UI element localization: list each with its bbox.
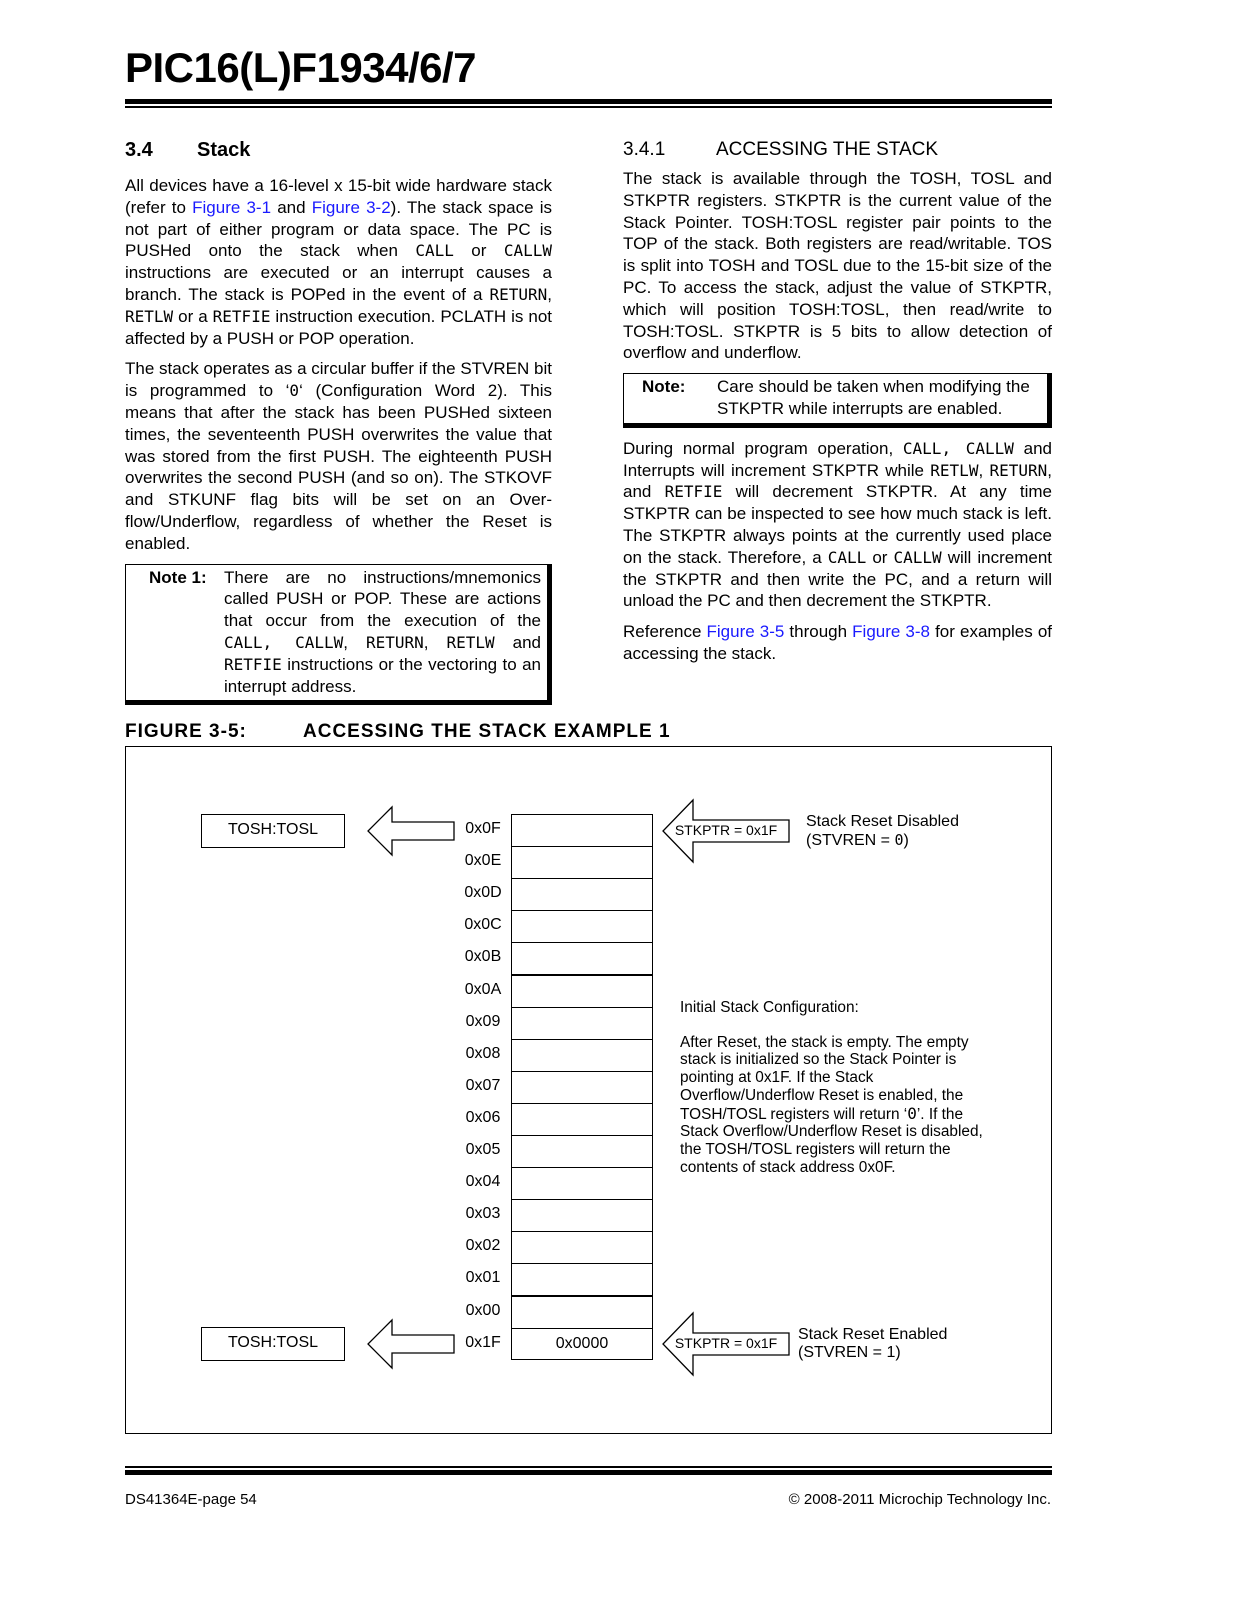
code-mnemonic: RETFIE <box>664 482 723 502</box>
code-mnemonic: RETURN <box>989 460 1048 480</box>
stack-address-label: 0x07 <box>465 1076 501 1094</box>
footer-right: © 2008-2011 Microchip Technology Inc. <box>788 1491 1051 1508</box>
stack-address-label: 0x1F <box>465 1333 501 1351</box>
text-run: for examples of accessing the stack. <box>623 622 1053 663</box>
section-paragraph-1 <box>125 175 552 349</box>
footer-rule-thin <box>125 1466 1052 1468</box>
text-run: instructions or the vectoring to an interrupt address. <box>224 654 541 696</box>
reset-enabled-line2: (STVREN = 1) <box>798 1344 901 1361</box>
arrow-left-bottom-icon <box>366 1318 456 1370</box>
subsection-number: 3.4.1 <box>623 139 666 160</box>
tos-box-top: TOSH:TOSL <box>201 814 345 848</box>
stack-cell <box>511 1039 653 1072</box>
code-mnemonic: 0 <box>289 381 300 401</box>
code-mnemonic: RETURN <box>489 284 548 304</box>
code-mnemonic: RETFIE <box>224 654 282 674</box>
figure-caption <box>125 721 671 743</box>
text-run: The stack operates as a circular buffer if the STVREN bit is programmed to ‘ <box>125 359 552 401</box>
subsection-paragraph-2 <box>623 438 1052 612</box>
footer-left: DS41364E-page 54 <box>125 1491 257 1508</box>
stkptr-label-bottom: STKPTR = 0x1F <box>674 1335 778 1351</box>
figure-link[interactable]: Figure 3-2 <box>311 197 391 217</box>
code-mnemonic: 0 <box>907 1103 917 1123</box>
stack-address-label: 0x03 <box>465 1205 501 1223</box>
code-mnemonic: RETLW <box>930 460 979 480</box>
text-run: or <box>866 547 894 567</box>
text-run: ). The stack space is not part of either program or data space. The PC is PUSHed onto the stack when <box>125 197 552 261</box>
subsection-heading <box>623 138 1052 162</box>
stack-cell <box>511 878 653 911</box>
subsection-title: ACCESSING THE STACK <box>716 139 939 160</box>
stack-address-label: 0x04 <box>465 1173 501 1191</box>
code-mnemonic: CALLW <box>503 241 553 261</box>
section-paragraph-2 <box>125 358 552 554</box>
stack-cell <box>511 846 653 879</box>
stack-address-label: 0x06 <box>465 1108 501 1126</box>
stack-cell <box>511 1167 653 1200</box>
stack-cell <box>511 1007 653 1040</box>
subsection-paragraph-3 <box>623 621 1052 665</box>
subsection-paragraph-1 <box>623 168 1052 364</box>
text-run: The stack is available through the TOSH, TOSL and STKPTR registers. STKPTR is the current value of the Stack Pointer. TOSH:TOSL register pair points to the TOP of the stack. Both registers are read/writable. TOS is split into TOSH and TOSL due to the 15-bit size of the PC. To access the stack, adjust the value of STKPTR, which will position TOSH:TOSL, then read/write to TOSH:TOSL. STKPTR is 5 bits to allow detection of overflow and underflow. <box>623 169 1052 363</box>
figure-link[interactable]: Figure 3-1 <box>192 197 272 217</box>
figure-description <box>680 999 1000 1193</box>
stack-address-label: 0x01 <box>465 1269 501 1287</box>
text-run: All devices have a 16-level x 15-bit wide hardware stack (refer to <box>125 176 552 217</box>
right-column <box>623 138 1052 674</box>
code-mnemonic: RETLW <box>125 306 174 326</box>
stack-address-label: 0x0D <box>464 884 502 902</box>
reset-enabled-note <box>798 1326 947 1362</box>
stack-address-label: 0x09 <box>465 1012 501 1030</box>
header-rule-thin <box>125 106 1052 108</box>
text-run: After Reset, the stack is empty. The empty stack is initialized so the Stack Pointer is pointing at 0x1F. If the Stack Overflow/Underflow Reset is enabled, the TOSH/TOSL registers will return ‘ <box>680 1033 969 1123</box>
note-box <box>623 373 1052 428</box>
reset-disabled-line2 <box>806 831 959 850</box>
section-heading <box>125 138 552 162</box>
reset-disabled-prefix: (STVREN = <box>806 832 895 849</box>
stack-cell <box>511 1231 653 1264</box>
reset-enabled-line1: Stack Reset Enabled <box>798 1326 948 1343</box>
stack-cell <box>511 942 653 975</box>
section-title: Stack <box>197 139 251 161</box>
text-run: ‘ (Configuration Word 2). This means that after the stack has been PUSHed sixteen times, the seventeenth PUSH overwrites the value that was stored from the first PUSH. The eighteenth PUSH overwrites the second PUSH (and so on). The STKOVF and STKUNF flag bits will be set on an Over-flow/Underflow, regardless of whether the Reset is enabled. <box>125 381 552 553</box>
code-mnemonic: CALL <box>827 547 867 567</box>
text-run: , <box>343 632 366 652</box>
text-run: There are no instructions/mnemonics called PUSH or POP. These are actions that occur from the execution of the <box>224 567 541 631</box>
stack-address-label: 0x0F <box>465 820 501 837</box>
stack-address-label: 0x08 <box>465 1044 501 1062</box>
code-mnemonic: CALL <box>415 241 454 261</box>
section-number: 3.4 <box>125 139 153 161</box>
text-run: Reference <box>623 622 707 642</box>
stack-cell <box>511 1199 653 1232</box>
reset-disabled-value: 0 <box>894 831 904 849</box>
figure-number: FIGURE 3-5: <box>125 721 247 742</box>
code-mnemonic: CALL, CALLW <box>902 438 1014 458</box>
text-run: will decrement STKPTR. At any time STKPTR can be inspected to see how much stack is left. The STKPTR always points at the currently used place on the stack. Therefore, a <box>623 482 1052 567</box>
stack-cell: 0x0000 <box>511 1328 653 1360</box>
text-run: , and <box>623 460 1052 502</box>
stack-cell <box>511 814 653 847</box>
code-mnemonic: CALLW <box>893 547 942 567</box>
stack-address-label: 0x0A <box>464 980 502 998</box>
note-text <box>717 376 1041 420</box>
text-run: will increment the STKPTR and then write the PC, and a return will unload the PC and then decrement the STKPTR. <box>623 547 1053 611</box>
stack-cell <box>511 1296 653 1329</box>
text-run: , <box>423 632 447 652</box>
stack-cell <box>511 1263 653 1296</box>
figure-title: ACCESSING THE STACK EXAMPLE 1 <box>303 721 671 742</box>
page-header-title: PIC16(L)F1934/6/7 <box>125 44 477 91</box>
text-run: During normal program operation, <box>623 438 903 458</box>
figure-link[interactable]: Figure 3-8 <box>852 622 931 642</box>
text-run: instruction execution. PCLATH is not affected by a PUSH or POP operation. <box>125 306 552 348</box>
stack-cell <box>511 910 653 943</box>
footer-rule-thick <box>125 1470 1052 1475</box>
arrow-left-top-icon <box>366 805 456 857</box>
text-run: or a <box>173 306 213 326</box>
text-run: instructions are executed or an interrupt causes a branch. The stack is POPed in the event of a <box>125 263 552 304</box>
note-label: Note: <box>642 377 686 397</box>
tos-box-bottom: TOSH:TOSL <box>201 1327 345 1361</box>
text-run: Care should be taken when modifying the STKPTR while interrupts are enabled. <box>717 377 1030 418</box>
stack-address-label: 0x0E <box>464 852 502 870</box>
figure-link[interactable]: Figure 3-5 <box>706 622 785 642</box>
text-run: and <box>494 632 541 652</box>
stack-address-label: 0x02 <box>465 1237 501 1255</box>
header-rule-thick <box>125 99 1052 104</box>
reset-disabled-line1: Stack Reset Disabled <box>806 813 959 830</box>
stack-address-label: 0x00 <box>465 1301 501 1319</box>
stack-address-label: 0x0B <box>464 948 502 966</box>
note-1-box <box>125 564 552 706</box>
code-mnemonic: RETLW <box>446 632 495 652</box>
stack-cell <box>511 1103 653 1136</box>
text-run: through <box>784 622 853 642</box>
text-run: , <box>978 460 990 480</box>
note-1-text <box>224 567 541 698</box>
reset-disabled-suffix: ) <box>903 832 909 849</box>
stack-cell <box>511 975 653 1008</box>
text-run: ’. If the Stack Overflow/Underflow Reset is disabled, the TOSH/TOSL registers will return the contents of stack address 0x0F. <box>680 1105 983 1176</box>
left-column <box>125 138 552 715</box>
stack-address-label: 0x0C <box>464 916 502 934</box>
stkptr-label-top: STKPTR = 0x1F <box>674 822 778 838</box>
text-run: and <box>271 197 312 217</box>
text-run: , <box>547 284 552 304</box>
code-mnemonic: RETFIE <box>212 306 271 326</box>
text-run: or <box>453 241 504 261</box>
code-mnemonic: CALL, CALLW <box>224 632 344 652</box>
stack-cell <box>511 1071 653 1104</box>
text-run: and Interrupts will increment STKPTR while <box>623 438 1052 480</box>
stack-address-label: 0x05 <box>465 1141 501 1158</box>
note-1-label: Note 1: <box>149 567 207 587</box>
code-mnemonic: RETURN <box>365 632 424 652</box>
reset-disabled-note <box>806 813 959 850</box>
description-text <box>680 1034 1000 1177</box>
stack-cell <box>511 1135 653 1168</box>
description-title: Initial Stack Configuration: <box>680 999 859 1016</box>
